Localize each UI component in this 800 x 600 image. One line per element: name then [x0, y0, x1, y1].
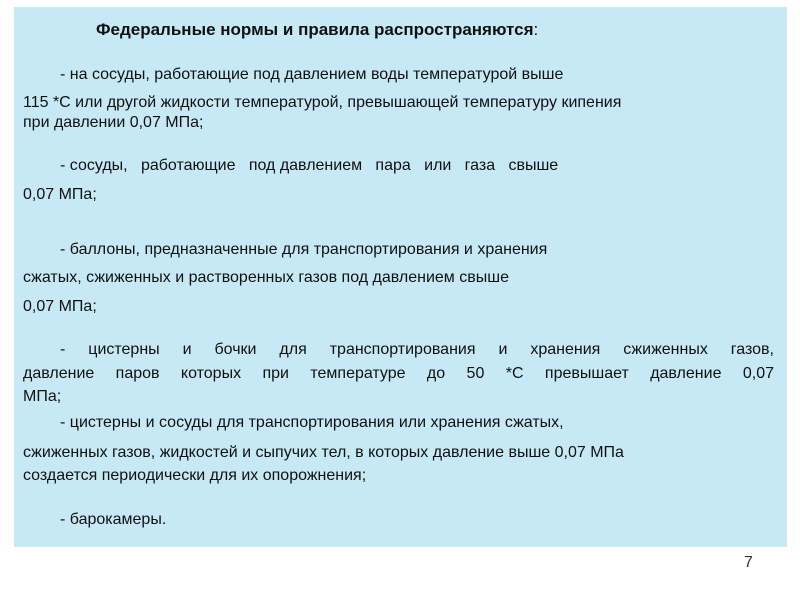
item-3-line-1: - баллоны, предназначенные для транспортирования и хранения [60, 241, 548, 258]
item-5-line-1: - цистерны и сосуды для транспортирования или хранения сжатых, [60, 414, 564, 431]
item-6-line-1: - барокамеры. [60, 511, 167, 528]
item-2-line-2: 0,07 МПа; [23, 186, 97, 203]
slide-title [96, 20, 538, 40]
item-1-line-3: при давлении 0,07 МПа; [23, 114, 204, 131]
item-3-line-3: 0,07 МПа; [23, 298, 97, 315]
item-5-line-3: создается периодически для их опорожнения; [23, 467, 367, 484]
page-number: 7 [744, 554, 753, 571]
item-3-line-2: сжатых, сжиженных и растворенных газов под давлением свыше [23, 269, 509, 286]
item-1-line-2: 115 *С или другой жидкости температурой, превышающей температуру кипения [23, 94, 622, 111]
item-5-line-2: сжиженных газов, жидкостей и сыпучих тел, в которых давление выше 0,07 МПа [23, 444, 624, 461]
item-4-line-1: - цистерны и бочки для транспортирования и хранения сжиженных газов, [60, 341, 774, 358]
item-2-line-1: - сосуды, работающие под давлением пара или газа свыше [60, 157, 559, 174]
slide-title-colon: : [533, 20, 539, 39]
item-4-line-3: МПа; [23, 388, 62, 405]
slide-title-text: Федеральные нормы и правила распространяются [96, 20, 534, 39]
item-4-line-2: давление паров которых при температуре до 50 *С превышает давление 0,07 [23, 365, 774, 382]
item-1-line-1: - на сосуды, работающие под давлением воды температурой выше [60, 66, 564, 83]
